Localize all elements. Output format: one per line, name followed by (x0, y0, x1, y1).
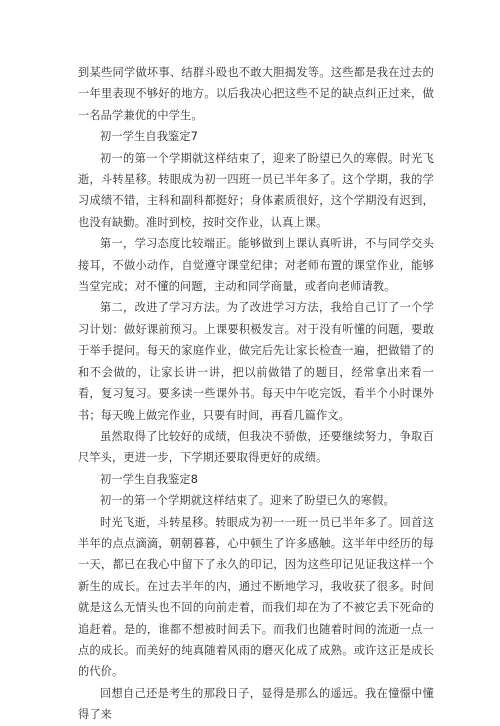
section-heading-7: 初一学生自我鉴定7 (100, 130, 198, 144)
paragraph-intro-continuation: 到某些同学做坏事、结群斗殴也不敢大胆揭发等。这些都是我在过去的一年里表现不够好的地方。以后我决心把这些不足的缺点纠正过来，做一名品学兼优的中学生。 (78, 66, 434, 122)
paragraph: 初一的第一个学期就这样结束了，迎来了盼望已久的寒假。时光飞逝，斗转星移。转眼成为初一四班一员已半年多了。这个学期，我的学习成绩不错，主科和副科都挺好；身体素质很好，这个学期没有迟到，也没有缺勤。准时到校，按时交作业，认真上课。 (78, 151, 434, 229)
paragraph: 第一，学习态度比较端正。能够做到上课认真听讲，不与同学交头接耳，不做小动作，自觉遵守课堂纪律；对老师布置的课堂作业，能够当堂完成；对不懂的问题，主动和同学商量，或者向老师请教。 (78, 237, 434, 294)
paragraph: 初一的第一个学期就这样结束了。迎来了盼望已久的寒假。 (100, 494, 395, 508)
section-heading-8: 初一学生自我鉴定8 (100, 472, 198, 486)
paragraph: 虽然取得了比较好的成绩，但我决不骄傲，还要继续努力，争取百尺竿头，更进一步，下学期还要取得更好的成绩。 (78, 429, 434, 465)
document-body (78, 62, 434, 726)
paragraph-truncated: 回想自己还是考生的那段日子，显得是那么的遥远。我在憧憬中懂得了来 (78, 686, 434, 722)
paragraph: 时光飞逝，斗转星移。转眼成为初一一班一员已半年多了。回首这半年的点点滴滴，朝朝暮暮，心中顿生了许多感触。这半年中经历的每一天，都已在我心中留下了永久的印记，因为这些印记见证我这样一个新生的成长。在过去半年的内，通过不断地学习，我收获了很多。时间就是这么无情头也不回的向前走着，而我们却在为了不被它丢下死命的追赶着。是的，谁都不想被时间丢下。而我们也随着时间的流逝一点一点的成长。而美好的纯真随着风雨的磨灭化成了成熟。或许这正是成长的代价。 (78, 515, 434, 679)
paragraph: 第二，改进了学习方法。为了改进学习方法，我给自己订了一个学习计划：做好课前预习。上课要积极发言。对于没有听懂的问题，要敢于举手提问。每天的家庭作业，做完后先让家长检查一遍，把做错了的和不会做的，让家长讲一讲，把以前做错了的题目，经常拿出来看一看，复习复习。要多读一些课外书。每天中午吃完饭，看半个小时课外书；每天晚上做完作业，只要有时间，再看几篇作文。 (78, 301, 434, 422)
